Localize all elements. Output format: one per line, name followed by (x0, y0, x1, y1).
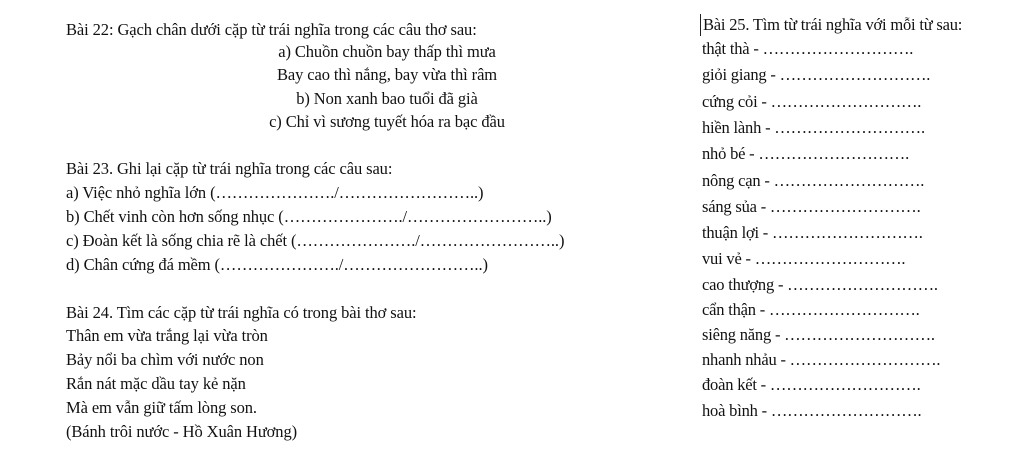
ex25-item: đoàn kết - ………………………. (702, 375, 921, 394)
ex25-item: nhanh nhảu - ………………………. (702, 350, 941, 369)
ex24-poem-line: Bảy nổi ba chìm với nước non (66, 350, 264, 369)
ex25-item: cứng cỏi - ………………………. (702, 92, 922, 111)
ex25-item: sáng sủa - ………………………. (702, 197, 921, 216)
ex25-item: cao thượng - ………………………. (702, 275, 938, 294)
ex22-line: c) Chỉ vì sương tuyết hóa ra bạc đầu (269, 112, 505, 131)
ex23-item: c) Đoàn kết là sống chia rẽ là chết (…………………./……………………..) (66, 231, 565, 250)
ex24-poem-line: Thân em vừa trắng lại vừa tròn (66, 326, 268, 345)
ex25-item: nông cạn - ………………………. (702, 171, 925, 190)
ex22-line: Bay cao thì nắng, bay vừa thì râm (276, 65, 498, 84)
ex24-poem-source: (Bánh trôi nước - Hồ Xuân Hương) (66, 422, 298, 441)
ex23-item: d) Chân cứng đá mềm (…………………./……………………..) (66, 255, 488, 274)
ex25-item: thật thà - ………………………. (702, 39, 914, 58)
ex22-line: b) Non xanh bao tuổi đã già (296, 89, 478, 108)
ex25-item: nhỏ bé - ………………………. (702, 144, 910, 163)
ex25-title: Bài 25. Tìm từ trái nghĩa với mỗi từ sau: (700, 14, 962, 36)
ex22-title: Bài 22: Gạch chân dưới cặp từ trái nghĩa trong các câu thơ sau: (66, 20, 477, 39)
ex24-poem-line: Rắn nát mặc dầu tay kẻ nặn (66, 374, 246, 393)
ex25-item: hiền lành - ………………………. (702, 118, 925, 137)
ex25-item: cẩn thận - ………………………. (702, 300, 920, 319)
ex22-line: a) Chuồn chuồn bay thấp thì mưa (278, 42, 496, 61)
ex23-item: b) Chết vinh còn hơn sống nhục (…………………./……………………..) (66, 207, 552, 226)
ex25-item: siêng năng - ………………………. (702, 325, 935, 344)
ex25-item: giỏi giang - ………………………. (702, 65, 931, 84)
ex24-title: Bài 24. Tìm các cặp từ trái nghĩa có trong bài thơ sau: (66, 303, 417, 322)
ex24-poem-line: Mà em vẫn giữ tấm lòng son. (66, 398, 257, 417)
ex25-item: vui vẻ - ………………………. (702, 249, 906, 268)
ex25-item: thuận lợi - ………………………. (702, 223, 923, 242)
ex25-item: hoà bình - ………………………. (702, 401, 922, 420)
ex23-item: a) Việc nhỏ nghĩa lớn (…………………./……………………..) (66, 183, 484, 202)
ex23-title: Bài 23. Ghi lại cặp từ trái nghĩa trong các câu sau: (66, 159, 393, 178)
